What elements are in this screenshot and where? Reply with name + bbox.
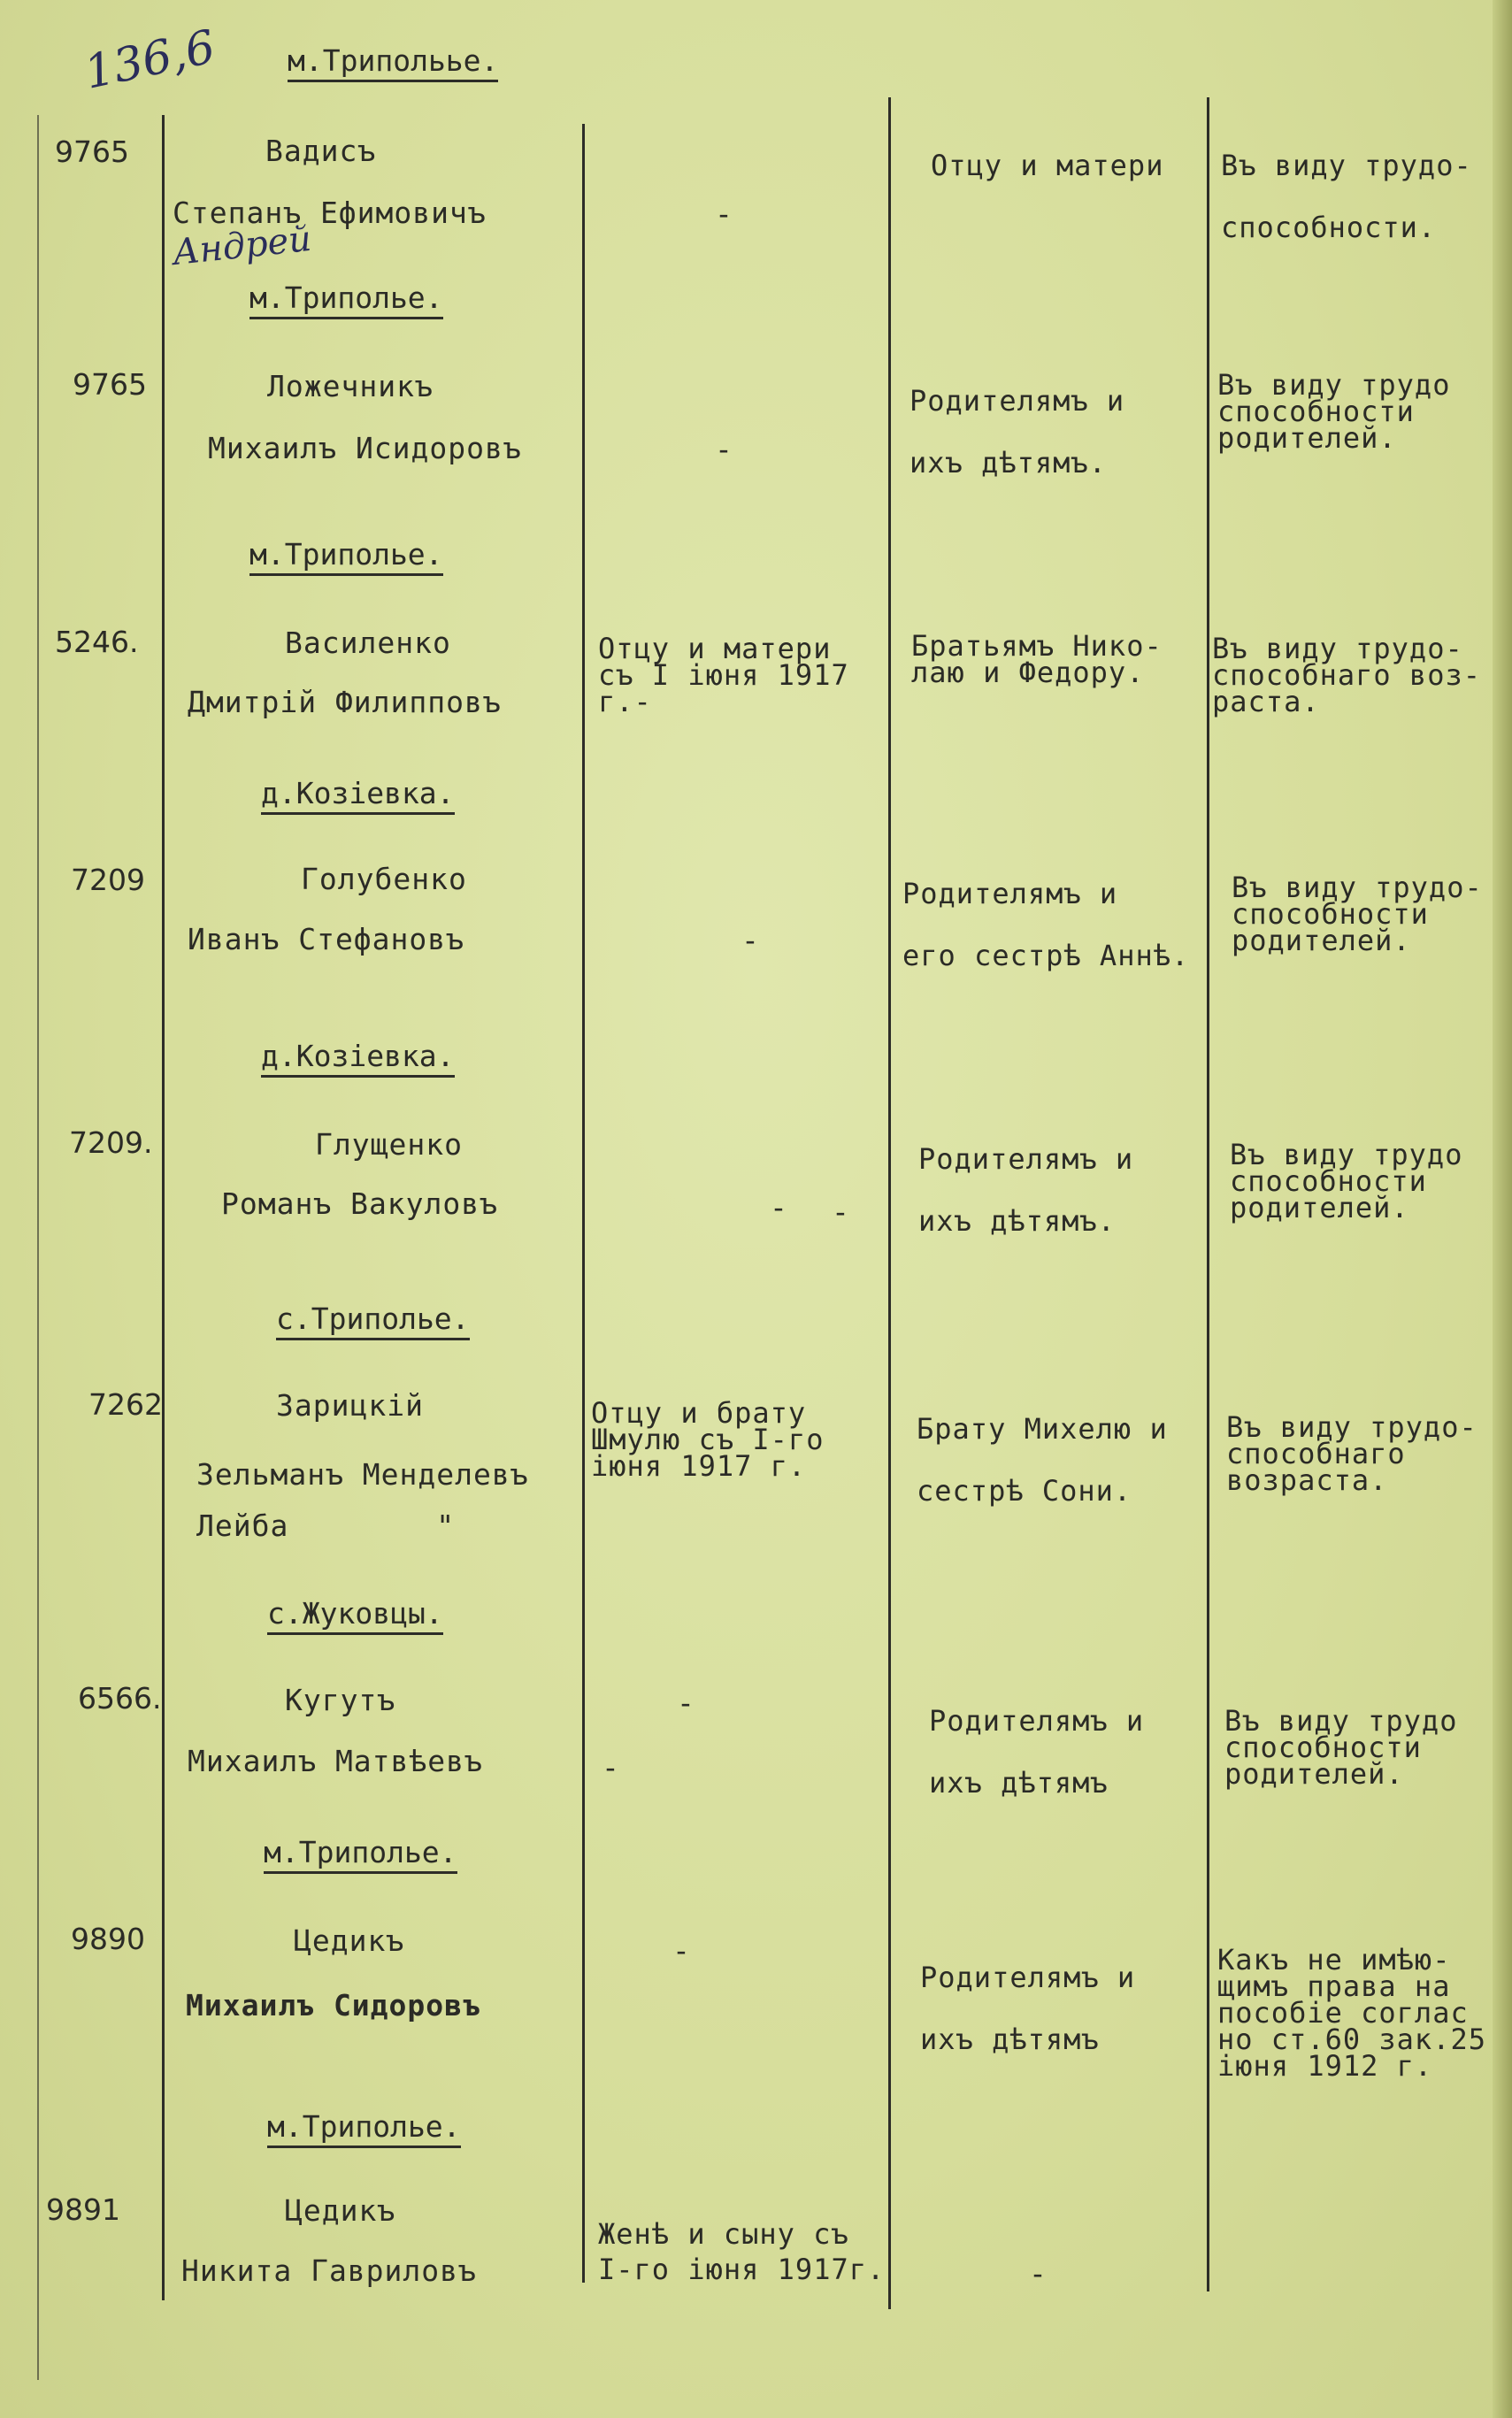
page-edge-shadow: [1493, 0, 1512, 2418]
entry-recipients: Родителямъ и ихъ дѣтямъ: [920, 1961, 1136, 2056]
entry-from-date: Отцу и брату Шмулю съ I-го іюня 1917 г.: [591, 1396, 825, 1483]
place-header: м.Трипольье.: [288, 44, 498, 82]
entry-given-names: Михаилъ Исидоровъ: [208, 431, 522, 465]
entry-number: 7209: [71, 863, 145, 897]
column-rule-2: [582, 124, 585, 2283]
place-header: с.Триполье.: [276, 1302, 470, 1340]
entry-surname: Глущенко: [315, 1127, 463, 1162]
entry-reason: Въ виду трудо- способности.: [1221, 149, 1472, 244]
entry-reason: Какъ не имѣю- щимъ права на пособіе соглас но ст.60 зак.25 іюня 1912 г.: [1217, 1943, 1486, 2083]
entry-surname: Цедикъ: [285, 2193, 396, 2228]
entry-surname: Василенко: [285, 626, 451, 660]
entry-given-names: Степанъ Ефимовичъ: [173, 196, 487, 230]
entry-surname: Зарицкій: [276, 1388, 424, 1423]
entry-number: 9890: [71, 1922, 145, 1956]
entry-surname: Голубенко: [301, 862, 467, 896]
entry-given-names: Зельманъ Менделевъ Лейба ": [196, 1457, 529, 1543]
place-header: м.Триполье.: [249, 281, 443, 319]
entry-reason: Въ виду трудо- способнаго воз- раста.: [1212, 632, 1481, 718]
entry-recipients: Отцу и матери: [931, 149, 1164, 182]
column-rule-left: [37, 115, 39, 2380]
place-header: с.Жуковцы.: [267, 1597, 443, 1635]
entry-reason: Въ виду трудо способности родителей.: [1230, 1138, 1463, 1224]
place-header: д.Козіевка.: [261, 777, 455, 815]
entry-surname: Ложечникъ: [267, 369, 434, 403]
entry-dash: -: [672, 1933, 690, 1968]
handwritten-note: Андрей: [171, 218, 314, 274]
entry-number: 9891: [46, 2192, 120, 2227]
entry-surname: Цедикъ: [294, 1923, 405, 1958]
entry-surname: Вадисъ: [265, 134, 377, 168]
entry-given-names: Иванъ Стефановъ: [188, 922, 465, 956]
entry-dash: -: [677, 1685, 695, 1720]
entry-dash: -: [741, 923, 759, 957]
entry-recipients: Родителямъ и ихъ дѣтямъ.: [918, 1142, 1134, 1238]
entry-reason: Въ виду трудо способности родителей.: [1217, 368, 1451, 455]
entry-dash: -: [1029, 2256, 1047, 2291]
entry-reason: Въ виду трудо- способности родителей.: [1232, 871, 1483, 957]
entry-number: 9765: [55, 134, 129, 169]
entry-given-names: Дмитрій Филипповъ: [188, 685, 502, 719]
place-header: м.Триполье.: [267, 2110, 461, 2148]
entry-from-date: Отцу и матери съ I іюня 1917 г.-: [598, 632, 849, 718]
page-number-handwritten: 136,6: [80, 20, 220, 100]
entry-dash: -: [832, 1194, 849, 1229]
entry-given-names: Никита Гавриловъ: [181, 2253, 477, 2288]
place-header: м.Триполье.: [264, 1836, 457, 1874]
entry-given-names: Михаилъ Матвѣевъ: [188, 1744, 483, 1778]
entry-dash: -: [715, 432, 733, 466]
place-header: д.Козіевка.: [261, 1040, 455, 1078]
entry-recipients: Родителямъ и ихъ дѣтямъ: [929, 1704, 1145, 1800]
entry-number: 9765: [73, 367, 147, 402]
entry-from-date: Женѣ и сыну съ I-го іюня 1917г.: [598, 2217, 886, 2286]
entry-dash: -: [602, 1750, 619, 1785]
entry-recipients: Родителямъ и ихъ дѣтямъ.: [910, 384, 1125, 480]
entry-reason: Въ виду трудо- способнаго возраста.: [1226, 1410, 1477, 1497]
column-rule-3: [888, 97, 891, 2309]
entry-number: 7209.: [69, 1125, 153, 1160]
column-rule-4: [1207, 97, 1209, 2291]
place-header: м.Триполье.: [249, 538, 443, 576]
entry-number: 7262: [88, 1387, 163, 1422]
entry-reason: Въ виду трудо способности родителей.: [1224, 1704, 1458, 1791]
entry-recipients: Братьямъ Нико- лаю и Федору.: [911, 629, 1163, 689]
entry-surname: Кугутъ: [285, 1683, 396, 1717]
column-rule-1: [162, 115, 165, 2300]
entry-number: 5246.: [55, 625, 139, 659]
entry-given-names: Романъ Вакуловъ: [221, 1186, 499, 1221]
entry-given-names: Михаилъ Сидоровъ: [186, 1988, 481, 2023]
entry-number: 6566.: [78, 1681, 162, 1716]
entry-dash: -: [770, 1190, 787, 1224]
entry-recipients: Брату Михелю и сестрѣ Сони.: [917, 1412, 1168, 1508]
entry-dash: -: [715, 196, 733, 231]
entry-recipients: Родителямъ и его сестрѣ Аннѣ.: [902, 877, 1190, 972]
